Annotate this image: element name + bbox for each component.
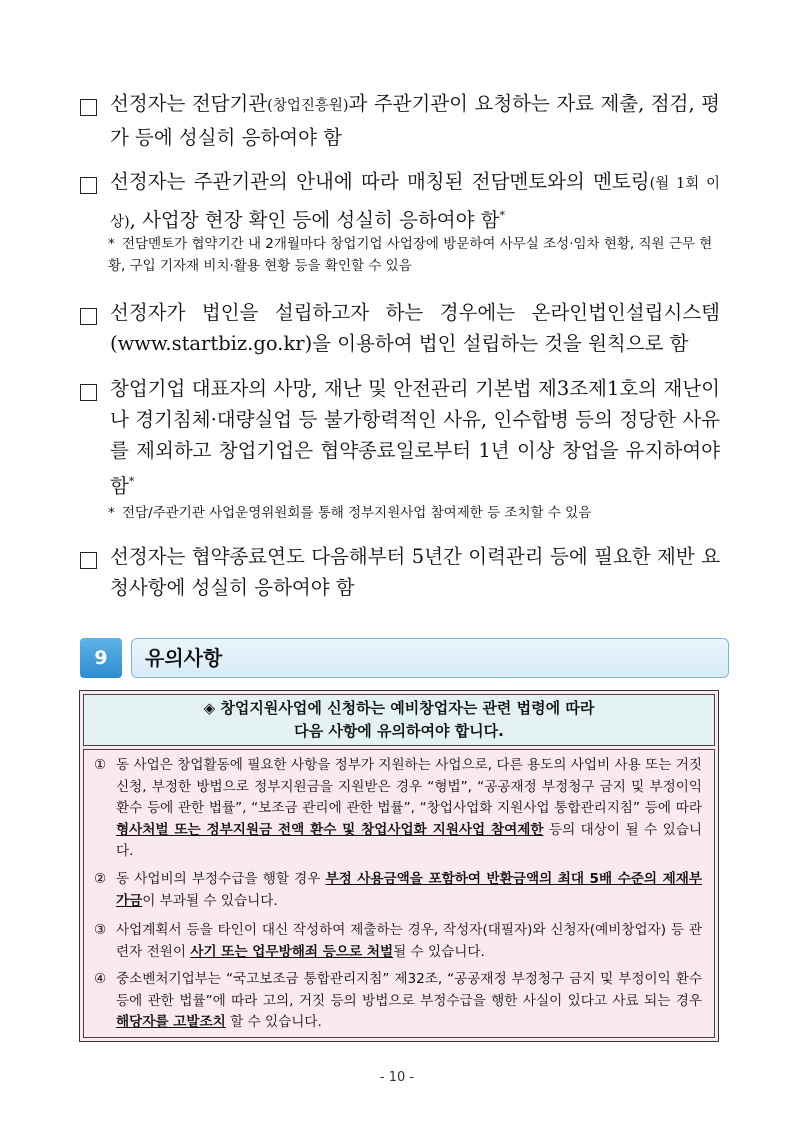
- checklist-item-1: [80, 88, 720, 153]
- caution-item-3: [94, 920, 702, 963]
- item-number: ①: [94, 757, 107, 773]
- caution-heading-line-2: 다음 사항에 유의하여야 합니다.: [294, 722, 504, 740]
- item-number: ③: [94, 922, 107, 938]
- item-text: 선정자는 전담기관(창업진흥원)과 주관기관이 요청하는 자료 제출, 점검, 평가 등에 성실히 응하여야 함: [110, 92, 720, 149]
- item-number: ④: [94, 971, 107, 987]
- caution-text: 동 사업비의 부정수급을 행할 경우 부정 사용금액을 포함하여 반환금액의 최대 5배 수준의 제재부가금이 부과될 수 있습니다.: [116, 871, 703, 909]
- caution-text: 중소벤처기업부는 “국고보조금 통합관리지침” 제32조, “공공재정 부정청구 금지 및 부정이익 환수 등에 관한 법률”에 따라 고의, 거짓 등의 방법으로 부정수급을 행한 사실이 있다고 사료 되는 경우 해당자를 고발조치 할 수 있습니다.: [116, 971, 702, 1030]
- section-header: [80, 638, 720, 678]
- checklist-item-3: [80, 297, 720, 359]
- caution-item-2: [94, 869, 702, 912]
- caution-box: [79, 690, 719, 1042]
- caution-text: 사업계획서 등을 타인이 대신 작성하여 제출하는 경우, 작성자(대필자)와 신청자(예비창업자) 등 관련자 전원이 사기 또는 업무방해죄 등으로 처벌될 수 있습니다.: [116, 922, 702, 960]
- checkbox-square-icon: [80, 99, 97, 116]
- footnote-mentoring: * 전담멘토가 협약기간 내 2개월마다 창업기업 사업장에 방문하여 사무실 조성·임차 현황, 직원 근무 현황, 구입 기자재 비치·활용 현황 등을 확인할 수 있음: [108, 236, 713, 274]
- item-text: 선정자는 주관기관의 안내에 따라 매칭된 전담멘토와의 멘토링(월 1회 이상), 사업장 현장 확인 등에 성실히 응하여야 함*: [110, 170, 720, 232]
- caution-heading-line-1: ◈ 창업지원사업에 신청하는 예비창업자는 관련 법령에 따라: [203, 699, 595, 717]
- checklist-item-4: [80, 373, 720, 502]
- section-number: 9: [80, 638, 122, 678]
- caution-text: 동 사업은 창업활동에 필요한 사항을 정부가 지원하는 사업으로, 다른 용도의 사업비 사용 또는 거짓신청, 부정한 방법으로 정부지원금을 지원받은 경우 “형법”, “공공재정 부정청구 금지 및 부정이익 환수 등에 관한 법률”, “보조금 관리에 관한 법률”, “창업사업화 지원사업 통합관리지침” 등에 따라 형사처벌 또는 정부지원금 전액 환수 및 창업사업화 지원사업 참여제한 등의 대상이 될 수 있습니다.: [116, 757, 702, 859]
- caution-item-4: [94, 969, 702, 1034]
- item-text: 창업기업 대표자의 사망, 재난 및 안전관리 기본법 제3조제1호의 재난이나 경기침체·대량실업 등 불가항력적인 사유, 인수합병 등의 정당한 사유를 제외하고 창업기업은 협약종료일로부터 1년 이상 창업을 유지하여야 함*: [110, 377, 720, 498]
- item-number: ②: [94, 871, 107, 887]
- checklist-item-5: [80, 541, 720, 603]
- caution-heading: [83, 694, 715, 746]
- footnote-restriction: * 전담/주관기관 사업운영위원회를 통해 정부지원사업 참여제한 등 조치할 수 있음: [108, 505, 592, 521]
- checkbox-square-icon: [80, 552, 97, 569]
- caution-body: [83, 749, 715, 1038]
- section-title: 유의사항: [131, 638, 729, 678]
- checkbox-square-icon: [80, 384, 97, 401]
- item-text: 선정자가 법인을 설립하고자 하는 경우에는 온라인법인설립시스템 (www.startbiz.go.kr)을 이용하여 법인 설립하는 것을 원칙으로 함: [110, 301, 720, 355]
- checkbox-square-icon: [80, 177, 97, 194]
- item-text: 선정자는 협약종료연도 다음해부터 5년간 이력관리 등에 필요한 제반 요청사항에 성실히 응하여야 함: [110, 545, 720, 599]
- checklist-item-2: [80, 166, 720, 239]
- page-number: - 10 -: [379, 1070, 415, 1085]
- caution-item-1: [94, 755, 702, 863]
- checkbox-square-icon: [80, 308, 97, 325]
